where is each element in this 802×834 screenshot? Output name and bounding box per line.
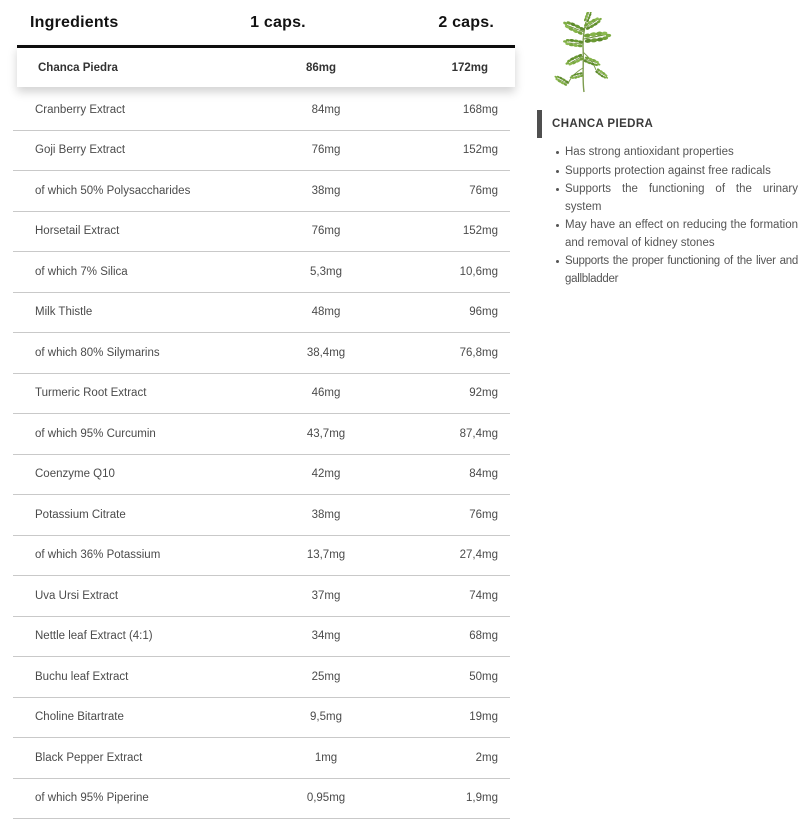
- caps2-value: 19mg: [469, 711, 498, 724]
- caps1-value: 48mg: [311, 306, 341, 319]
- ingredient-name: Buchu leaf Extract: [35, 670, 129, 683]
- caps1-value: 42mg: [311, 468, 341, 481]
- caps1-value: 84mg: [311, 103, 341, 116]
- caps1-value: 86mg: [305, 61, 337, 74]
- ingredient-name: Choline Bitartrate: [35, 711, 124, 724]
- ingredient-name: of which 50% Polysaccharides: [35, 184, 191, 197]
- caps2-value: 2mg: [475, 751, 498, 764]
- ingredient-name: Coenzyme Q10: [35, 468, 115, 481]
- caps1-value: 38mg: [311, 184, 341, 197]
- caps2-value: 168mg: [462, 103, 498, 116]
- table-row: [13, 90, 510, 131]
- table-row: [13, 252, 510, 293]
- caps2-value: 1,9mg: [466, 792, 498, 805]
- caps2-value: 172mg: [451, 61, 488, 74]
- caps2-value: 74mg: [469, 589, 498, 602]
- caps2-value: 152mg: [462, 225, 498, 238]
- table-row: [13, 212, 510, 253]
- table-row: [13, 414, 510, 455]
- table-row: [13, 617, 510, 658]
- caps2-value: 10,6mg: [459, 265, 498, 278]
- table-row: [13, 536, 510, 577]
- ingredient-name: of which 95% Piperine: [35, 792, 149, 805]
- ingredient-name: Black Pepper Extract: [35, 751, 143, 764]
- ingredient-name: of which 36% Potassium: [35, 549, 161, 562]
- caps2-value: 96mg: [469, 306, 498, 319]
- table-row: [13, 576, 510, 617]
- caps1-value: 5,3mg: [310, 265, 342, 278]
- table-row: [13, 293, 510, 334]
- caps2-value: 50mg: [469, 670, 498, 683]
- caps1-value: 37mg: [311, 589, 341, 602]
- caps2-value: 87,4mg: [459, 427, 498, 440]
- caps1-value: 76mg: [311, 144, 341, 157]
- ingredient-name: Chanca Piedra: [38, 61, 118, 74]
- ingredient-name: Cranberry Extract: [35, 103, 126, 116]
- caps2-value: 92mg: [469, 387, 498, 400]
- ingredient-rows: [13, 90, 510, 819]
- ingredient-name: of which 80% Silymarins: [35, 346, 160, 359]
- caps1-value: 9,5mg: [310, 711, 342, 724]
- ingredient-name: Nettle leaf Extract (4:1): [35, 630, 153, 643]
- ingredient-name: Potassium Citrate: [35, 508, 126, 521]
- sidebar-heading: [537, 110, 798, 138]
- caps1-value: 43,7mg: [306, 427, 346, 440]
- table-row: [13, 698, 510, 739]
- caps1-value: 38mg: [311, 508, 341, 521]
- caps2-value: 76mg: [469, 508, 498, 521]
- table-row: [13, 738, 510, 779]
- caps1-value: 34mg: [311, 630, 341, 643]
- caps1-value: 13,7mg: [306, 549, 346, 562]
- ingredient-name: Horsetail Extract: [35, 225, 120, 238]
- table-header-row: [13, 0, 510, 45]
- table-row: [13, 495, 510, 536]
- caps2-value: 27,4mg: [459, 549, 498, 562]
- caps1-value: 0,95mg: [306, 792, 346, 805]
- table-row: [13, 657, 510, 698]
- accent-bar: [537, 110, 542, 138]
- ingredients-table: [13, 0, 510, 819]
- table-row: [13, 333, 510, 374]
- table-row: [13, 455, 510, 496]
- caps1-value: 25mg: [311, 670, 341, 683]
- ingredient-name: Uva Ursi Extract: [35, 589, 119, 602]
- caps2-value: 152mg: [462, 144, 498, 157]
- caps1-value: 1mg: [314, 751, 338, 764]
- sidebar-title: CHANCA PIEDRA: [552, 118, 654, 130]
- column-header-ingredients: Ingredients: [30, 13, 119, 31]
- table-row: [13, 171, 510, 212]
- ingredient-name: Turmeric Root Extract: [35, 387, 147, 400]
- table-row: [13, 374, 510, 415]
- table-row: [13, 779, 510, 820]
- benefit-item: May have an effect on reducing the formation and removal of kidney stones: [565, 217, 798, 252]
- benefit-item: Supports protection against free radicals: [565, 163, 798, 181]
- benefit-list: [537, 144, 798, 288]
- ingredient-name: Goji Berry Extract: [35, 144, 126, 157]
- caps2-value: 76,8mg: [459, 346, 498, 359]
- ingredient-name: of which 7% Silica: [35, 265, 128, 278]
- benefit-item: Supports the functioning of the urinary system: [565, 181, 798, 216]
- caps2-value: 84mg: [469, 468, 498, 481]
- highlighted-row-chanca-piedra: [17, 45, 515, 87]
- benefit-item: Supports the proper functioning of the liver and gallbladder: [565, 253, 798, 288]
- benefit-item: Has strong antioxidant properties: [565, 144, 798, 162]
- caps1-value: 46mg: [311, 387, 341, 400]
- caps1-value: 76mg: [311, 225, 341, 238]
- chanca-piedra-plant-illustration: [538, 12, 628, 94]
- column-header-2caps: 2 caps.: [438, 13, 494, 31]
- ingredient-name: of which 95% Curcumin: [35, 427, 156, 440]
- column-header-1caps: 1 caps.: [250, 13, 306, 31]
- info-sidebar: [537, 0, 798, 289]
- ingredient-name: Milk Thistle: [35, 306, 93, 319]
- caps2-value: 68mg: [469, 630, 498, 643]
- caps2-value: 76mg: [469, 184, 498, 197]
- table-row: [13, 131, 510, 172]
- caps1-value: 38,4mg: [306, 346, 346, 359]
